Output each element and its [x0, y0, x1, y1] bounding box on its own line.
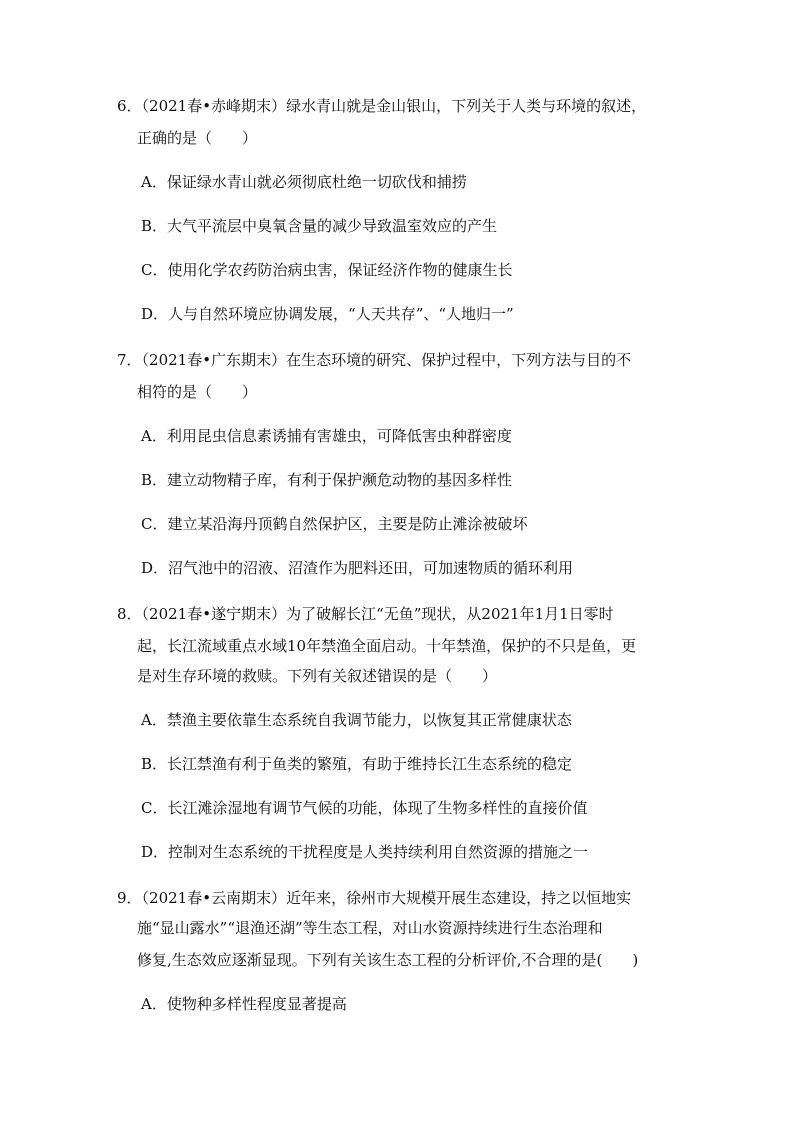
question-8-stem-line-2: 起，长江流域重点水域10年禁渔全面启动。十年禁渔，保护的不只是鱼，更 [137, 637, 637, 655]
question-6-option-b: B．大气平流层中臭氧含量的减少导致温室效应的产生 [141, 217, 498, 235]
question-8-option-b: B．长江禁渔有利于鱼类的繁殖，有助于维持长江生态系统的稳定 [141, 755, 573, 773]
question-9-option-a: A．使物种多样性程度显著提高 [141, 995, 347, 1013]
question-7-stem-line-1: 7．（2021春•广东期末）在生态环境的研究、保护过程中，下列方法与目的不 [117, 351, 632, 369]
question-7-option-a: A．利用昆虫信息素诱捕有害雄虫，可降低害虫种群密度 [141, 427, 512, 445]
question-8-option-a: A．禁渔主要依靠生态系统自我调节能力，以恢复其正常健康状态 [141, 711, 572, 729]
question-6-option-d: D．人与自然环境应协调发展，“人天共存”、“人地归一” [141, 305, 514, 323]
question-8-option-d: D．控制对生态系统的干扰程度是人类持续利用自然资源的措施之一 [141, 843, 589, 861]
question-6-option-c: C．使用化学农药防治病虫害，保证经济作物的健康生长 [141, 261, 513, 279]
question-6-stem-line-1: 6．（2021春•赤峰期末）绿水青山就是金山银山，下列关于人类与环境的叙述， [117, 97, 647, 115]
question-8-stem-line-3: 是对生存环境的救赎。下列有关叙述错误的是（ ） [137, 667, 498, 685]
question-8-stem-line-1: 8．（2021春•遂宁期末）为了破解长江“无鱼”现状，从2021年1月1日零时 [117, 605, 614, 623]
question-9-stem-line-1: 9．（2021春•云南期末）近年来，徐州市大规模开展生态建设，持之以恒地实 [117, 889, 632, 907]
question-7-option-d: D．沼气池中的沼液、沼渣作为肥料还田，可加速物质的循环利用 [141, 559, 574, 577]
question-6-option-a: A．保证绿水青山就必须彻底杜绝一切砍伐和捕捞 [141, 173, 467, 191]
question-6-stem-line-2: 正确的是（ ） [137, 129, 258, 147]
question-9-stem-line-2: 施“显山露水”“退渔还湖”等生态工程，对山水资源持续进行生态治理和 [137, 919, 603, 937]
question-9-stem-line-3: 修复,生态效应逐渐显现。下列有关该生态工程的分析评价,不合理的是( ) [137, 951, 639, 969]
question-7-option-b: B．建立动物精子库，有利于保护濒危动物的基因多样性 [141, 471, 513, 489]
question-7-option-c: C．建立某沿海丹顶鹤自然保护区，主要是防止滩涂被破坏 [141, 515, 528, 533]
question-7-stem-line-2: 相符的是（ ） [137, 383, 258, 401]
question-8-option-c: C．长江滩涂湿地有调节气候的功能，体现了生物多样性的直接价值 [141, 799, 588, 817]
